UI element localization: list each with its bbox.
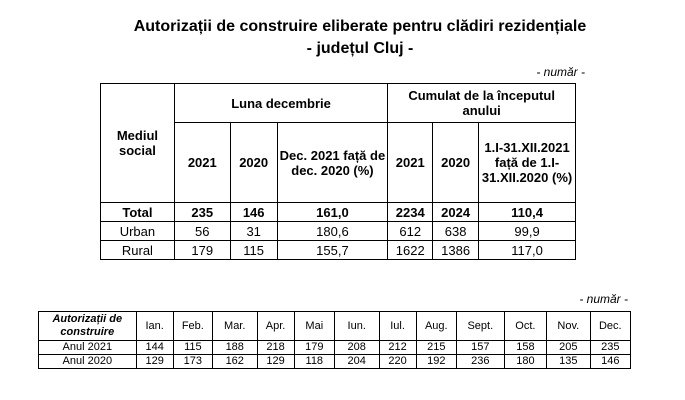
cell: 56 [174,222,230,241]
table-row-2021 [39,341,631,355]
header-cumulat: Cumulat de la începutul anului [388,84,576,123]
cell: 118 [294,355,334,369]
table-mediu-social [100,83,576,260]
cell: 612 [388,222,433,241]
subheader-2020-cumulat: 2020 [433,123,479,203]
cell: 204 [334,355,379,369]
row-label: Rural [101,241,175,260]
cell: 173 [173,355,212,369]
table-lunar [38,311,631,369]
month-header: Mar. [212,312,257,341]
cell: 158 [504,341,546,355]
table-row-urban [101,222,576,241]
cell: 162 [212,355,257,369]
month-header: Oct. [504,312,546,341]
title-line-1: Autorizații de construire eliberate pentru clădiri rezidențiale [133,18,587,35]
cell: 2024 [433,203,479,222]
row-label: Anul 2021 [39,341,137,355]
cell: 235 [590,341,630,355]
cell: 146 [590,355,630,369]
cell: 110,4 [479,203,576,222]
cell: 179 [174,241,230,260]
table-row-rural [101,241,576,260]
cell: 235 [174,203,230,222]
month-header: Aug. [416,312,456,341]
cell: 99,9 [479,222,576,241]
cell: 117,0 [479,241,576,260]
subheader-2021-cumulat: 2021 [388,123,433,203]
cell: 1386 [433,241,479,260]
cell: 155,7 [277,241,388,260]
table-row-total [101,203,576,222]
month-header: Iun. [334,312,379,341]
cell: 180 [504,355,546,369]
month-header: Mai [294,312,334,341]
cell: 220 [379,355,416,369]
cell: 212 [379,341,416,355]
month-header: Sept. [456,312,504,341]
page-title [80,16,640,60]
subheader-2021-luna: 2021 [174,123,230,203]
header-mediu-social: Mediul social [101,84,175,203]
cell: 215 [416,341,456,355]
header-luna-decembrie: Luna decembrie [174,84,387,123]
cell: 115 [173,341,212,355]
row-label: Anul 2020 [39,355,137,369]
cell: 129 [136,355,173,369]
month-header: Ian. [136,312,173,341]
header-autorizatii: Autorizații de construire [39,312,137,341]
month-header: Feb. [173,312,212,341]
subheader-dec-pct: Dec. 2021 față de dec. 2020 (%) [277,123,388,203]
cell: 205 [547,341,590,355]
cell: 146 [230,203,277,222]
cell: 236 [456,355,504,369]
cell: 180,6 [277,222,388,241]
month-header: Apr. [257,312,294,341]
unit-label-bottom: - număr - [579,292,628,306]
cell: 208 [334,341,379,355]
cell: 188 [212,341,257,355]
cell: 144 [136,341,173,355]
month-header: Iul. [379,312,416,341]
cell: 2234 [388,203,433,222]
cell: 115 [230,241,277,260]
cell: 157 [456,341,504,355]
unit-label-top: - număr - [536,65,585,79]
cell: 638 [433,222,479,241]
cell: 129 [257,355,294,369]
cell: 135 [547,355,590,369]
subheader-2020-luna: 2020 [230,123,277,203]
cell: 179 [294,341,334,355]
table-header-row [39,312,631,341]
cell: 192 [416,355,456,369]
subheader-cumulat-pct: 1.I-31.XII.2021 față de 1.I-31.XII.2020 (%) [479,123,576,203]
row-label: Urban [101,222,175,241]
table-row-2020 [39,355,631,369]
month-header: Dec. [590,312,630,341]
cell: 218 [257,341,294,355]
cell: 1622 [388,241,433,260]
title-line-2: - județul Cluj - [306,40,414,57]
cell: 161,0 [277,203,388,222]
month-header: Nov. [547,312,590,341]
row-label: Total [101,203,175,222]
cell: 31 [230,222,277,241]
